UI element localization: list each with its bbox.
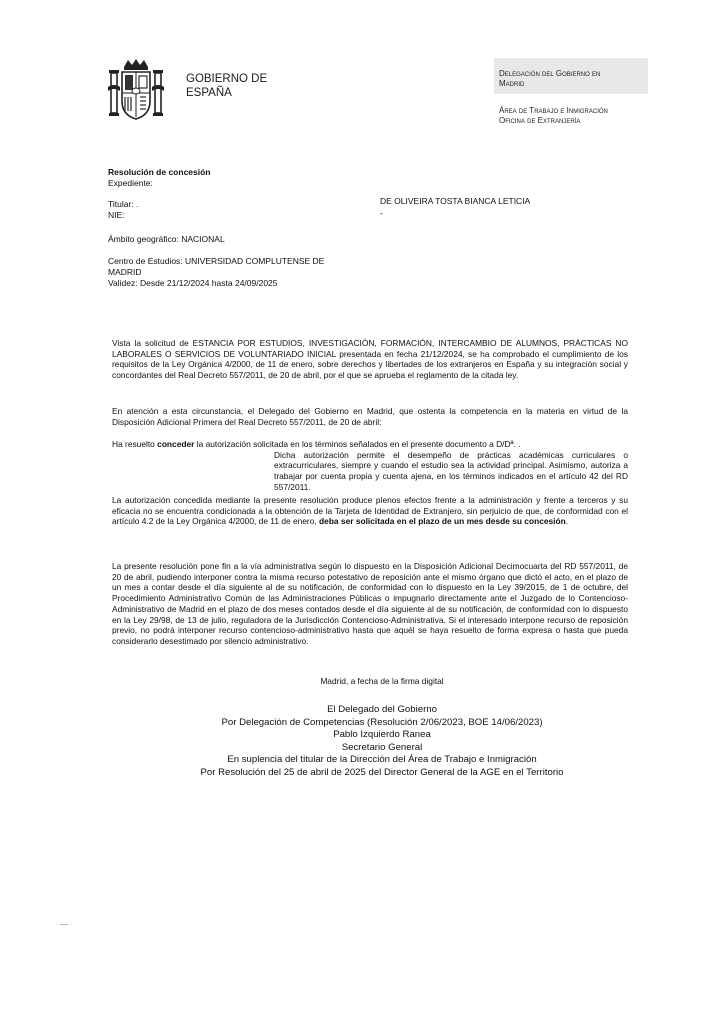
resolved-text: Ha resuelto — [112, 439, 158, 449]
ambito-geografico: Ámbito geográfico: NACIONAL — [108, 234, 225, 244]
delegation-line-2: Madrid — [499, 79, 525, 88]
resolution-header — [108, 167, 211, 188]
centro-line-1: Centro de Estudios: UNIVERSIDAD COMPLUTENSE DE — [108, 256, 325, 266]
titular-label: Titular: . — [108, 199, 139, 209]
signature-line-6: Por Resolución del 25 de abril de 2025 del Director General de la AGE en el Territorio — [200, 766, 564, 778]
margin-mark — [60, 924, 68, 925]
delegation-name — [499, 69, 644, 89]
delegation-line-1: Delegación del Gobierno en — [499, 69, 601, 78]
effects-text: La autorización concedida mediante la presente resolución produce plenos efectos frente a la administración y frente a terceros y su eficacia no se encuentra condicionada a la obtención de la Tarjeta de Identidad de Extranjero, sin perjuicio de que, de conformidad con el artículo 4.2 de la Ley Orgánica 4/2000, de 11 de enero, — [112, 495, 628, 527]
validez: Validez: Desde 21/12/2024 hasta 24/09/2025 — [108, 278, 278, 288]
signature-line-3: Pablo Izquierdo Ranea — [333, 729, 431, 740]
gov-line-1: GOBIERNO DE — [186, 73, 268, 85]
centro-line-2: MADRID — [108, 267, 142, 277]
grant-word: conceder — [157, 439, 195, 449]
paragraph-competence: En atención a esta circunstancia, el Delegado del Gobierno en Madrid, que ostenta la competencia en la materia en virtud de la Disposición Adicional Primera del Real Decreto 557/2011, de 20 de abril: — [112, 406, 628, 427]
paragraph-request: Vista la solicitud de ESTANCIA POR ESTUDIOS, INVESTIGACIÓN, FORMACIÓN, INTERCAMBIO DE ALUMNOS, PRÁCTICAS NO LABORALES O SERVICIOS DE VOLUNTARIADO INICIAL presentada en fecha 21/12/2024, se ha comprobado el cumplimiento de los requisitos de la Ley Orgánica 4/2000, de 11 de enero, sobre derechos y libertades de los extranjeros en España y su integración social y concordantes del Real Decreto 557/2011, de 20 de abril, por el que se aprueba el reglamento de la citada ley. — [112, 338, 628, 381]
resolution-text: la autorización solicitada en los términos señalados en el presente documento a D/Dª. — [194, 439, 516, 449]
recipient-mark: . — [515, 439, 521, 449]
coat-of-arms-icon — [108, 57, 164, 123]
signature-line-5: En suplencia del titular de la Dirección del Área de Trabajo e Inmigración — [227, 754, 537, 765]
government-name — [186, 72, 267, 100]
titular-name: DE OLIVEIRA TOSTA BIANCA LETICIA — [380, 196, 531, 206]
document-title: Resolución de concesión — [108, 167, 211, 177]
signature-line-4: Secretario General — [341, 741, 423, 753]
paragraph-resolution — [112, 439, 628, 493]
effects-end: . — [565, 516, 569, 527]
paragraph-appeal: La presente resolución pone fin a la vía administrativa según lo dispuesto en la Disposición Adicional Decimocuarta del RD 557/2011, de 20 de abril, pudiendo interponer contra la misma recurso potestativo de reposición ante el mismo órgano que dictó el acto, en el plazo de un mes a contar desde el día siguiente al de su notificación, de conformidad con lo dispuesto en la Ley 39/2015, de 1 de octubre, del Procedimiento Administrativo Común de las Administraciones Públicas o impugnarlo directamente ante el Juzgado de lo Contencioso-Administrativo de Madrid en el plazo de dos meses contados desde el día siguiente al de su notificación, de conformidad con lo dispuesto en la Ley 29/98, de 13 de julio, reguladora de la Jurisdicción Contencioso-Administrativa. Si el interesado interpone recurso de reposición previo, no podrá interponer recurso contencioso-administrativo hasta que aquél se haya resuelto de forma expresa o hasta que pueda considerarlo desestimado por silencio administrativo. — [112, 561, 628, 646]
area-name — [499, 106, 649, 126]
nie-label: NIE: — [108, 210, 125, 220]
paragraph-effects — [112, 495, 628, 527]
signature-line-1: El Delegado del Gobierno — [327, 704, 437, 715]
nie-value: - — [380, 208, 383, 218]
signature-block — [112, 704, 652, 779]
area-line-2: Oficina de Extranjería — [499, 116, 581, 125]
signature-line-2: Por Delegación de Competencias (Resolución 2/06/2023, BOE 14/06/2023) — [221, 716, 543, 728]
deadline-text: deba ser solicitada en el plazo de un mes desde su concesión — [319, 516, 566, 527]
place-date: Madrid, a fecha de la firma digital — [320, 676, 444, 686]
gov-line-2: ESPAÑA — [186, 87, 232, 99]
authorization-scope: Dicha autorización permite el desempeño de prácticas académicas curriculares o extracurriculares, siempre y cuando el estudio sea la actividad principal. Asimismo, autoriza a trabajar por cuenta propia y cuenta ajena, en los términos indicados en el artículo 42 del RD 557/2011. — [274, 449, 628, 492]
area-line-1: Área de Trabajo e Inmigración — [499, 106, 608, 115]
expediente-label: Expediente: — [108, 177, 153, 188]
